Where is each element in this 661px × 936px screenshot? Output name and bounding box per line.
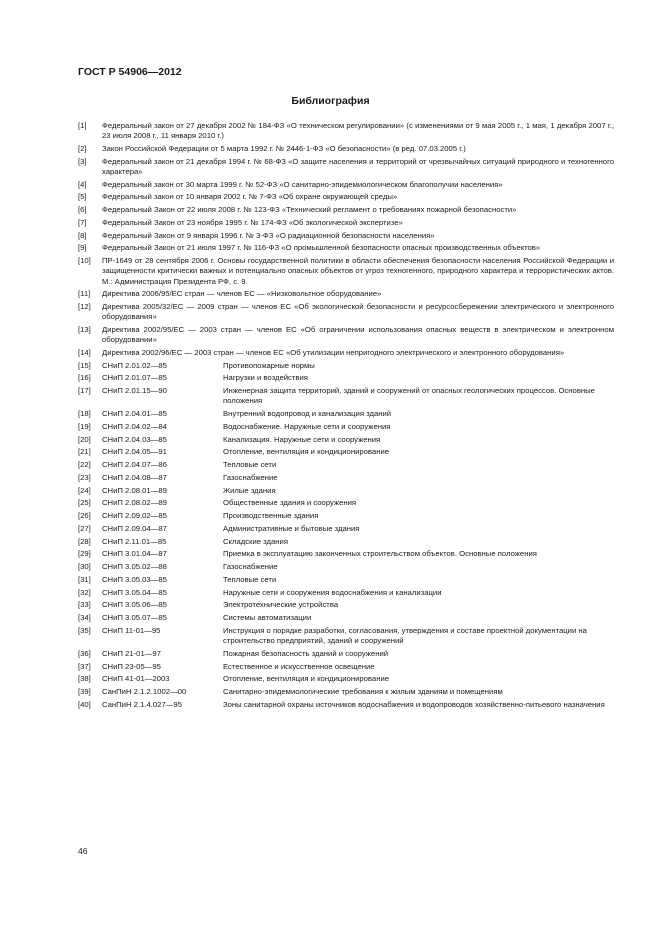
entry-text: Газоснабжение (223, 562, 278, 572)
entry-text: Отопление, вентиляция и кондиционирование (223, 447, 390, 457)
entry-number: [15] (78, 360, 91, 370)
entry-text: Директива 2002/95/ЕС — 2003 стран — членов ЕС «Об ограничении использования опасных веществ в электрическом и электронном оборудовании» (102, 325, 614, 345)
entry-number: [31] (78, 574, 91, 584)
bibliography-entry (78, 524, 614, 534)
entry-number: [34] (78, 613, 91, 623)
entry-text: Закон Российской Федерации от 5 марта 1992 г. № 2446-1-ФЗ «О безопасности» (в ред. 07.03.2005 г.) (102, 143, 466, 153)
entry-text: Нагрузки и воздействия (223, 373, 308, 383)
entry-number: [8] (78, 230, 87, 240)
entry-text: Инженерная защита территорий, зданий и сооружений от опасных геологических процессов. Основные положения (223, 386, 595, 406)
bibliography-entry (78, 626, 614, 646)
bibliography-entry (78, 121, 614, 141)
entry-number: [12] (78, 302, 91, 312)
bibliography-entry (78, 486, 614, 496)
entry-text: Директива 2006/95/ЕС стран — членов ЕС — «Низковольтное оборудование» (102, 289, 382, 299)
bibliography-entry (78, 537, 614, 547)
entry-text: Наружные сети и сооружения водоснабжения и канализации (223, 587, 442, 597)
entry-text: Жилые здания (223, 485, 276, 495)
bibliography-entry (78, 447, 614, 457)
entry-code: СНиП 41-01—2003 (102, 674, 170, 684)
entry-text: Пожарная безопасность зданий и сооружений (223, 648, 389, 658)
entry-text: Тепловые сети (223, 460, 277, 470)
entry-number: [26] (78, 511, 91, 521)
entry-text: Директива 2002/96/ЕС — 2003 стран — членов ЕС «Об утилизации непригодного электрического и электронного оборудования» (102, 347, 565, 357)
bibliography-entry (78, 511, 614, 521)
bibliography-entry (78, 243, 614, 253)
bibliography-entry (78, 373, 614, 383)
bibliography-entry (78, 157, 614, 177)
bibliography-entry (78, 600, 614, 610)
bibliography-entry (78, 700, 614, 710)
entry-number: [27] (78, 523, 91, 533)
bibliography-entry (78, 302, 614, 322)
entry-code: СНиП 2.04.03—85 (102, 434, 167, 444)
entry-code: СНиП 23-05—95 (102, 661, 161, 671)
bibliography-entry (78, 386, 614, 406)
entry-number: [2] (78, 143, 87, 153)
bibliography-entry (78, 289, 614, 299)
bibliography-entry (78, 422, 614, 432)
bibliography-entry (78, 588, 614, 598)
entry-number: [18] (78, 409, 91, 419)
bibliography-entry (78, 687, 614, 697)
entry-number: [33] (78, 600, 91, 610)
bibliography-entry (78, 562, 614, 572)
entry-code: СНиП 2.08.01—89 (102, 485, 167, 495)
bibliography-entry (78, 549, 614, 559)
entry-text: Приемка в эксплуатацию законченных строительством объектов. Основные положения (223, 549, 537, 559)
entry-text: Общественные здания и сооружения (223, 498, 357, 508)
entry-text: Газоснабжение (223, 472, 278, 482)
entry-text: Административные и бытовые здания (223, 523, 360, 533)
entry-text: Электротехнические устройства (223, 600, 339, 610)
entry-text: Инструкция о порядке разработки, согласования, утверждения и составе проектной документации на строительство предприятий, зданий и сооружений (223, 625, 587, 646)
bibliography-entry (78, 256, 614, 287)
entry-text: Складские здания (223, 536, 288, 546)
entry-text: Федеральный Закон от 21 июля 1997 г. № 116-ФЗ «О промышленной безопасности опасных производственных объектов» (102, 243, 541, 253)
entry-code: СНиП 3.05.04—85 (102, 587, 167, 597)
entry-code: СНиП 2.01.15—90 (102, 386, 167, 396)
entry-code: СНиП 2.01.02—85 (102, 360, 167, 370)
entry-code: СНиП 3.01.04—87 (102, 549, 167, 559)
entry-text: Федеральный Закон от 22 июля 2008 г. № 123-ФЗ «Технический регламент о требованиях пожарной безопасности» (102, 205, 517, 215)
entry-number: [9] (78, 243, 87, 253)
entry-number: [13] (78, 325, 91, 335)
entry-number: [32] (78, 587, 91, 597)
entry-number: [11] (78, 289, 91, 299)
entry-number: [22] (78, 460, 91, 470)
entry-text: Федеральный закон от 27 декабря 2002 № 184-ФЗ «О техническом регулировании» (с изменениями от 9 мая 2005 г., 1 мая, 1 декабря 2007 г., 23 июля 2008 г., 11 января 2010 г.) (102, 121, 614, 141)
entry-code: СНиП 3.05.07—85 (102, 613, 167, 623)
entry-number: [28] (78, 536, 91, 546)
entry-text: Внутренний водопровод и канализация зданий (223, 409, 392, 419)
entry-text: Противопожарные нормы (223, 360, 315, 370)
entry-number: [10] (78, 256, 91, 266)
entry-code: СНиП 3.05.06—85 (102, 600, 167, 610)
entry-text: Производственные здания (223, 511, 319, 521)
entry-text: ПР-1649 от 28 сентября 2006 г. Основы государственной политики в области обеспечения безопасности населения Российской Федерации и защищенности критически важных и потенциально опасных объектов от угроз техногенного, природного характера и террористических актов. М.: Администрация Президента РФ, с. 9. (102, 256, 614, 286)
entry-number: [40] (78, 699, 91, 709)
entry-number: [24] (78, 485, 91, 495)
bibliography-list (78, 121, 614, 713)
entry-text: Санитарно-эпидемиологические требования к жилым зданиям и помещениям (223, 687, 503, 697)
bibliography-entry (78, 460, 614, 470)
bibliography-entry (78, 348, 614, 358)
entry-code: СНиП 2.04.01—85 (102, 409, 167, 419)
entry-number: [5] (78, 192, 87, 202)
entry-text: Федеральный закон от 10 января 2002 г. № 7-ФЗ «Об охране окружающей среды» (102, 192, 398, 202)
entry-text: Федеральный закон от 30 марта 1999 г. № 52-ФЗ «О санитарно-эпидемиологическом благополучии населения» (102, 179, 503, 189)
entry-code: СНиП 21-01—97 (102, 648, 161, 658)
entry-number: [14] (78, 347, 91, 357)
entry-number: [30] (78, 562, 91, 572)
bibliography-entry (78, 473, 614, 483)
bibliography-entry (78, 649, 614, 659)
entry-code: СНиП 2.01.07—85 (102, 373, 167, 383)
entry-number: [36] (78, 648, 91, 658)
entry-code: СНиП 3.05.02—88 (102, 562, 167, 572)
bibliography-entry (78, 361, 614, 371)
entry-text: Водоснабжение. Наружные сети и сооружения (223, 421, 391, 431)
bibliography-entry (78, 498, 614, 508)
bibliography-entry (78, 180, 614, 190)
entry-number: [17] (78, 386, 91, 396)
entry-number: [35] (78, 625, 91, 635)
entry-code: СНиП 2.04.07—86 (102, 460, 167, 470)
entry-number: [3] (78, 156, 87, 166)
entry-code: СНиП 2.08.02—89 (102, 498, 167, 508)
bibliography-entry (78, 674, 614, 684)
bibliography-entry (78, 205, 614, 215)
entry-code: СНиП 2.09.02—85 (102, 511, 167, 521)
entry-number: [25] (78, 498, 91, 508)
entry-code: СНиП 3.05.03—85 (102, 574, 167, 584)
entry-text: Федеральный закон от 21 декабря 1994 г. № 68-ФЗ «О защите населения и территорий от чрезвычайных ситуаций природного и техногенного характера» (102, 156, 614, 176)
bibliography-entry (78, 325, 614, 345)
entry-number: [16] (78, 373, 91, 383)
entry-text: Тепловые сети (223, 574, 277, 584)
entry-number: [20] (78, 434, 91, 444)
document-header: ГОСТ Р 54906—2012 (78, 66, 182, 78)
bibliography-entry (78, 662, 614, 672)
entry-text: Зоны санитарной охраны источников водоснабжения и водопроводов хозяйственно-питьевого назначения (223, 699, 605, 709)
bibliography-entry (78, 192, 614, 202)
bibliography-entry (78, 435, 614, 445)
entry-text: Канализация. Наружные сети и сооружения (223, 434, 381, 444)
entry-code: СНиП 2.09.04—87 (102, 523, 167, 533)
entry-text: Естественное и искусственное освещение (223, 661, 375, 671)
entry-number: [38] (78, 674, 91, 684)
bibliography-entry (78, 218, 614, 228)
entry-code: СНиП 2.04.02—84 (102, 421, 167, 431)
entry-text: Системы автоматизации (223, 613, 312, 623)
entry-code: СНиП 2.04.08—87 (102, 472, 167, 482)
entry-number: [7] (78, 217, 87, 227)
entry-number: [23] (78, 472, 91, 482)
entry-code: СНиП 2.11.01—85 (102, 536, 167, 546)
entry-number: [1] (78, 121, 87, 130)
entry-text: Директива 2005/32/ЕС — 2009 стран — членов ЕС «Об экологической безопасности и ресурсосбережении электрического и электронного оборудования» (102, 302, 614, 322)
bibliography-entry (78, 613, 614, 623)
section-title: Библиография (291, 95, 370, 107)
bibliography-entry (78, 144, 614, 154)
entry-code: СанПиН 2.1.4.027—95 (102, 699, 182, 709)
entry-number: [6] (78, 205, 87, 215)
entry-number: [4] (78, 179, 87, 189)
entry-code: СанПиН 2.1.2.1002—00 (102, 687, 187, 697)
entry-text: Отопление, вентиляция и кондиционирование (223, 674, 390, 684)
entry-number: [37] (78, 661, 91, 671)
entry-number: [21] (78, 447, 91, 457)
page-number: 46 (78, 846, 88, 856)
bibliography-entry (78, 409, 614, 419)
entry-code: СНиП 2.04.05—91 (102, 447, 167, 457)
entry-number: [39] (78, 687, 91, 697)
bibliography-entry (78, 575, 614, 585)
entry-code: СНиП 11-01—95 (102, 625, 161, 635)
entry-number: [19] (78, 421, 91, 431)
entry-text: Федеральный Закон от 9 января 1996 г. № 3-ФЗ «О радиационной безопасности населения» (102, 230, 435, 240)
bibliography-entry (78, 231, 614, 241)
entry-number: [29] (78, 549, 91, 559)
entry-text: Федеральный Закон от 23 ноября 1995 г. № 174-ФЗ «Об экологической экспертизе» (102, 217, 403, 227)
